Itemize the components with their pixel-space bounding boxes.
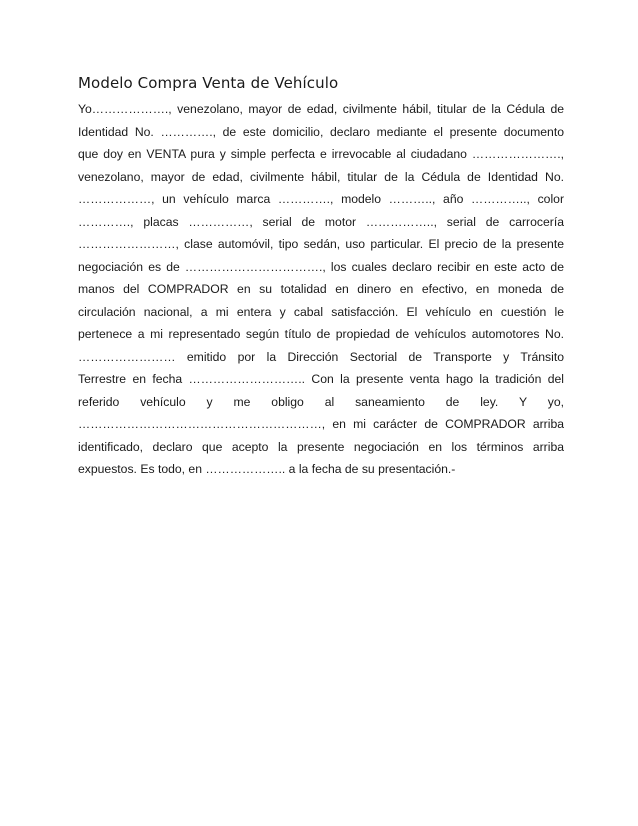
body-line: ……………………………………………………, en mi carácter de COMPRADOR arriba bbox=[78, 417, 564, 431]
body-line: ……………………, clase automóvil, tipo sedán, uso particular. El precio de la presente bbox=[78, 237, 564, 251]
body-line: Terrestre en fecha ……………………….. Con la presente venta hago la tradición del bbox=[78, 372, 564, 386]
body-line: ………………, un vehículo marca …………., modelo ……….., año ………….., color bbox=[78, 192, 564, 206]
body-line: negociación es de ……………………………., los cuales declaro recibir en este acto de bbox=[78, 259, 564, 274]
body-line: identificado, declaro que acepto la presente negociación en los términos arriba bbox=[78, 439, 564, 454]
body-line: que doy en VENTA pura y simple perfecta e irrevocable al ciudadano …………………., bbox=[78, 147, 564, 161]
document-body bbox=[78, 98, 564, 481]
body-line: referido vehículo y me obligo al saneamiento de ley. Y yo, bbox=[78, 394, 564, 409]
body-line: venezolano, mayor de edad, civilmente hábil, titular de la Cédula de Identidad No. bbox=[78, 169, 564, 184]
body-line: …………………… emitido por la Dirección Sectorial de Transporte y Tránsito bbox=[78, 349, 564, 364]
body-line: circulación nacional, a mi entera y cabal satisfacción. El vehículo en cuestión le bbox=[78, 304, 564, 319]
body-line: …………., placas ……………, serial de motor …………….., serial de carrocería bbox=[78, 214, 564, 229]
body-line: pertenece a mi representado según título de propiedad de vehículos automotores No. bbox=[78, 327, 564, 341]
document-title: Modelo Compra Venta de Vehículo bbox=[78, 74, 339, 92]
body-line: Identidad No. …………., de este domicilio, declaro mediante el presente documento bbox=[78, 124, 564, 139]
body-line: manos del COMPRADOR en su totalidad en dinero en efectivo, en moneda de bbox=[78, 282, 564, 296]
body-line: Yo………………., venezolano, mayor de edad, civilmente hábil, titular de la Cédula de bbox=[78, 102, 564, 116]
body-line: expuestos. Es todo, en ……………….. a la fecha de su presentación.- bbox=[78, 462, 456, 476]
